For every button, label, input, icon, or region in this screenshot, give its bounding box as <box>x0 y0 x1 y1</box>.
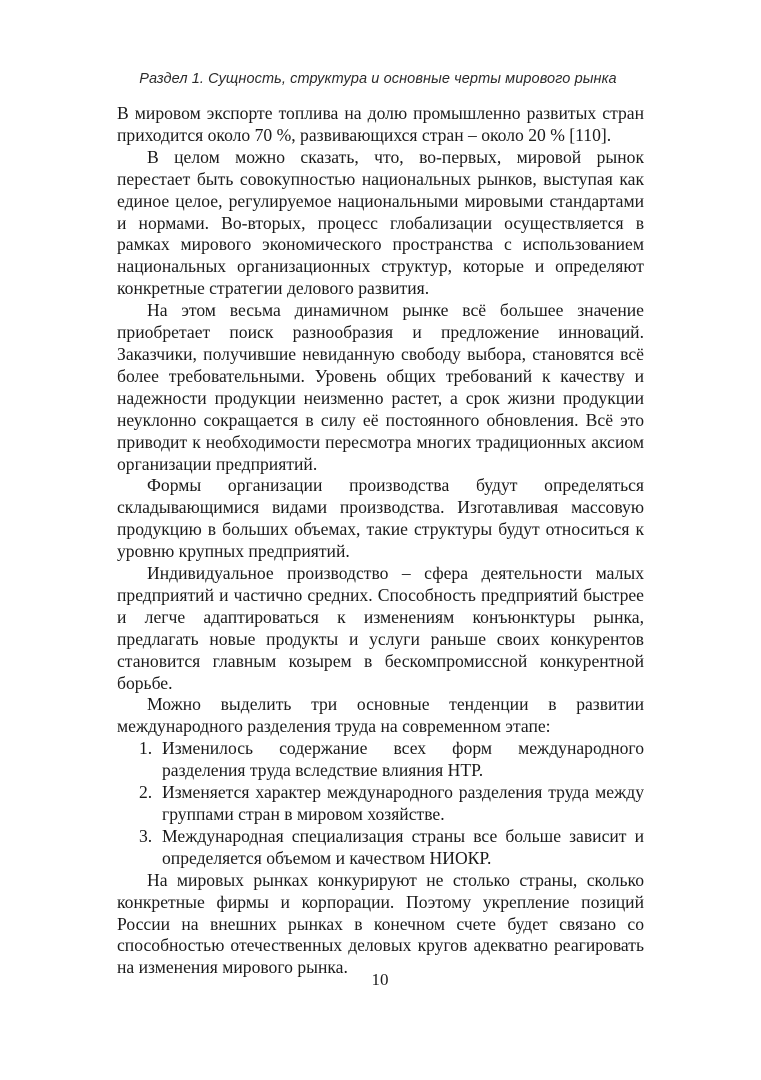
list-item-text: Изменяется характер международного разделения труда между группами стран в мировом хозяйстве. <box>162 782 644 824</box>
paragraph: Можно выделить три основные тенденции в развитии международного разделения труда на современном этапе: <box>117 694 644 737</box>
list-item <box>117 738 644 782</box>
list-item <box>117 782 644 826</box>
paragraph: В мировом экспорте топлива на долю промышленно развитых стран приходится около 70 %, развивающихся стран – около 20 % [110]. <box>117 103 644 145</box>
paragraph: Индивидуальное производство – сфера деятельности малых предприятий и частично средних. Способность предприятий быстрее и легче адаптироваться к изменениям конъюнктуры рынка, предлагать новые продукты и услуги раньше своих конкурентов становится главным козырем в бескомпромиссной конкурентной борьбе. <box>117 563 644 693</box>
list-item-number: 3. <box>139 825 153 846</box>
numbered-list <box>117 738 644 869</box>
list-item-number: 2. <box>139 782 153 803</box>
paragraph: В целом можно сказать, что, во-первых, мировой рынок перестает быть совокупностью национальных рынков, выступая как единое целое, регулируемое национальными мировыми стандартами и нормами. Во-вторых, процесс глобализации осуществляется в рамках мирового экономического пространства с использованием национальных организационных структур, которые и определяют конкретные стратегии делового развития. <box>117 146 644 299</box>
page-number: 10 <box>371 970 389 989</box>
paragraph: Формы организации производства будут определяться складывающимися видами производства. Изготавливая массовую продукцию в больших объемах, такие структуры будут относиться к уровню крупных предприятий. <box>117 475 644 562</box>
body-text <box>117 103 644 979</box>
list-item-number: 1. <box>139 738 153 759</box>
list-item-text: Международная специализация страны все больше зависит и определяется объемом и качеством НИОКР. <box>162 825 644 868</box>
running-header: Раздел 1. Сущность, структура и основные черты мирового рынка <box>139 71 617 87</box>
paragraph: На мировых рынках конкурируют не столько страны, сколько конкретные фирмы и корпорации. Поэтому укрепление позиций России на внешних рынках в конечном счете будет связано со способностью отечественных деловых кругов адекватно реагировать на изменения мирового рынка. <box>117 869 644 978</box>
list-item <box>117 826 644 870</box>
list-item-text: Изменилось содержание всех форм международного разделения труда вследствие влияния НТР. <box>162 738 644 781</box>
paragraph: На этом весьма динамичном рынке всё большее значение приобретает поиск разнообразия и предложение инноваций. Заказчики, получившие невиданную свободу выбора, становятся всё более требовательными. Уровень общих требований к качеству и надежности продукции неизменно растет, а срок жизни продукции неуклонно сокращается в силу её постоянного обновления. Всё это приводит к необходимости пересмотра многих традиционных аксиом организации предприятий. <box>117 300 644 474</box>
